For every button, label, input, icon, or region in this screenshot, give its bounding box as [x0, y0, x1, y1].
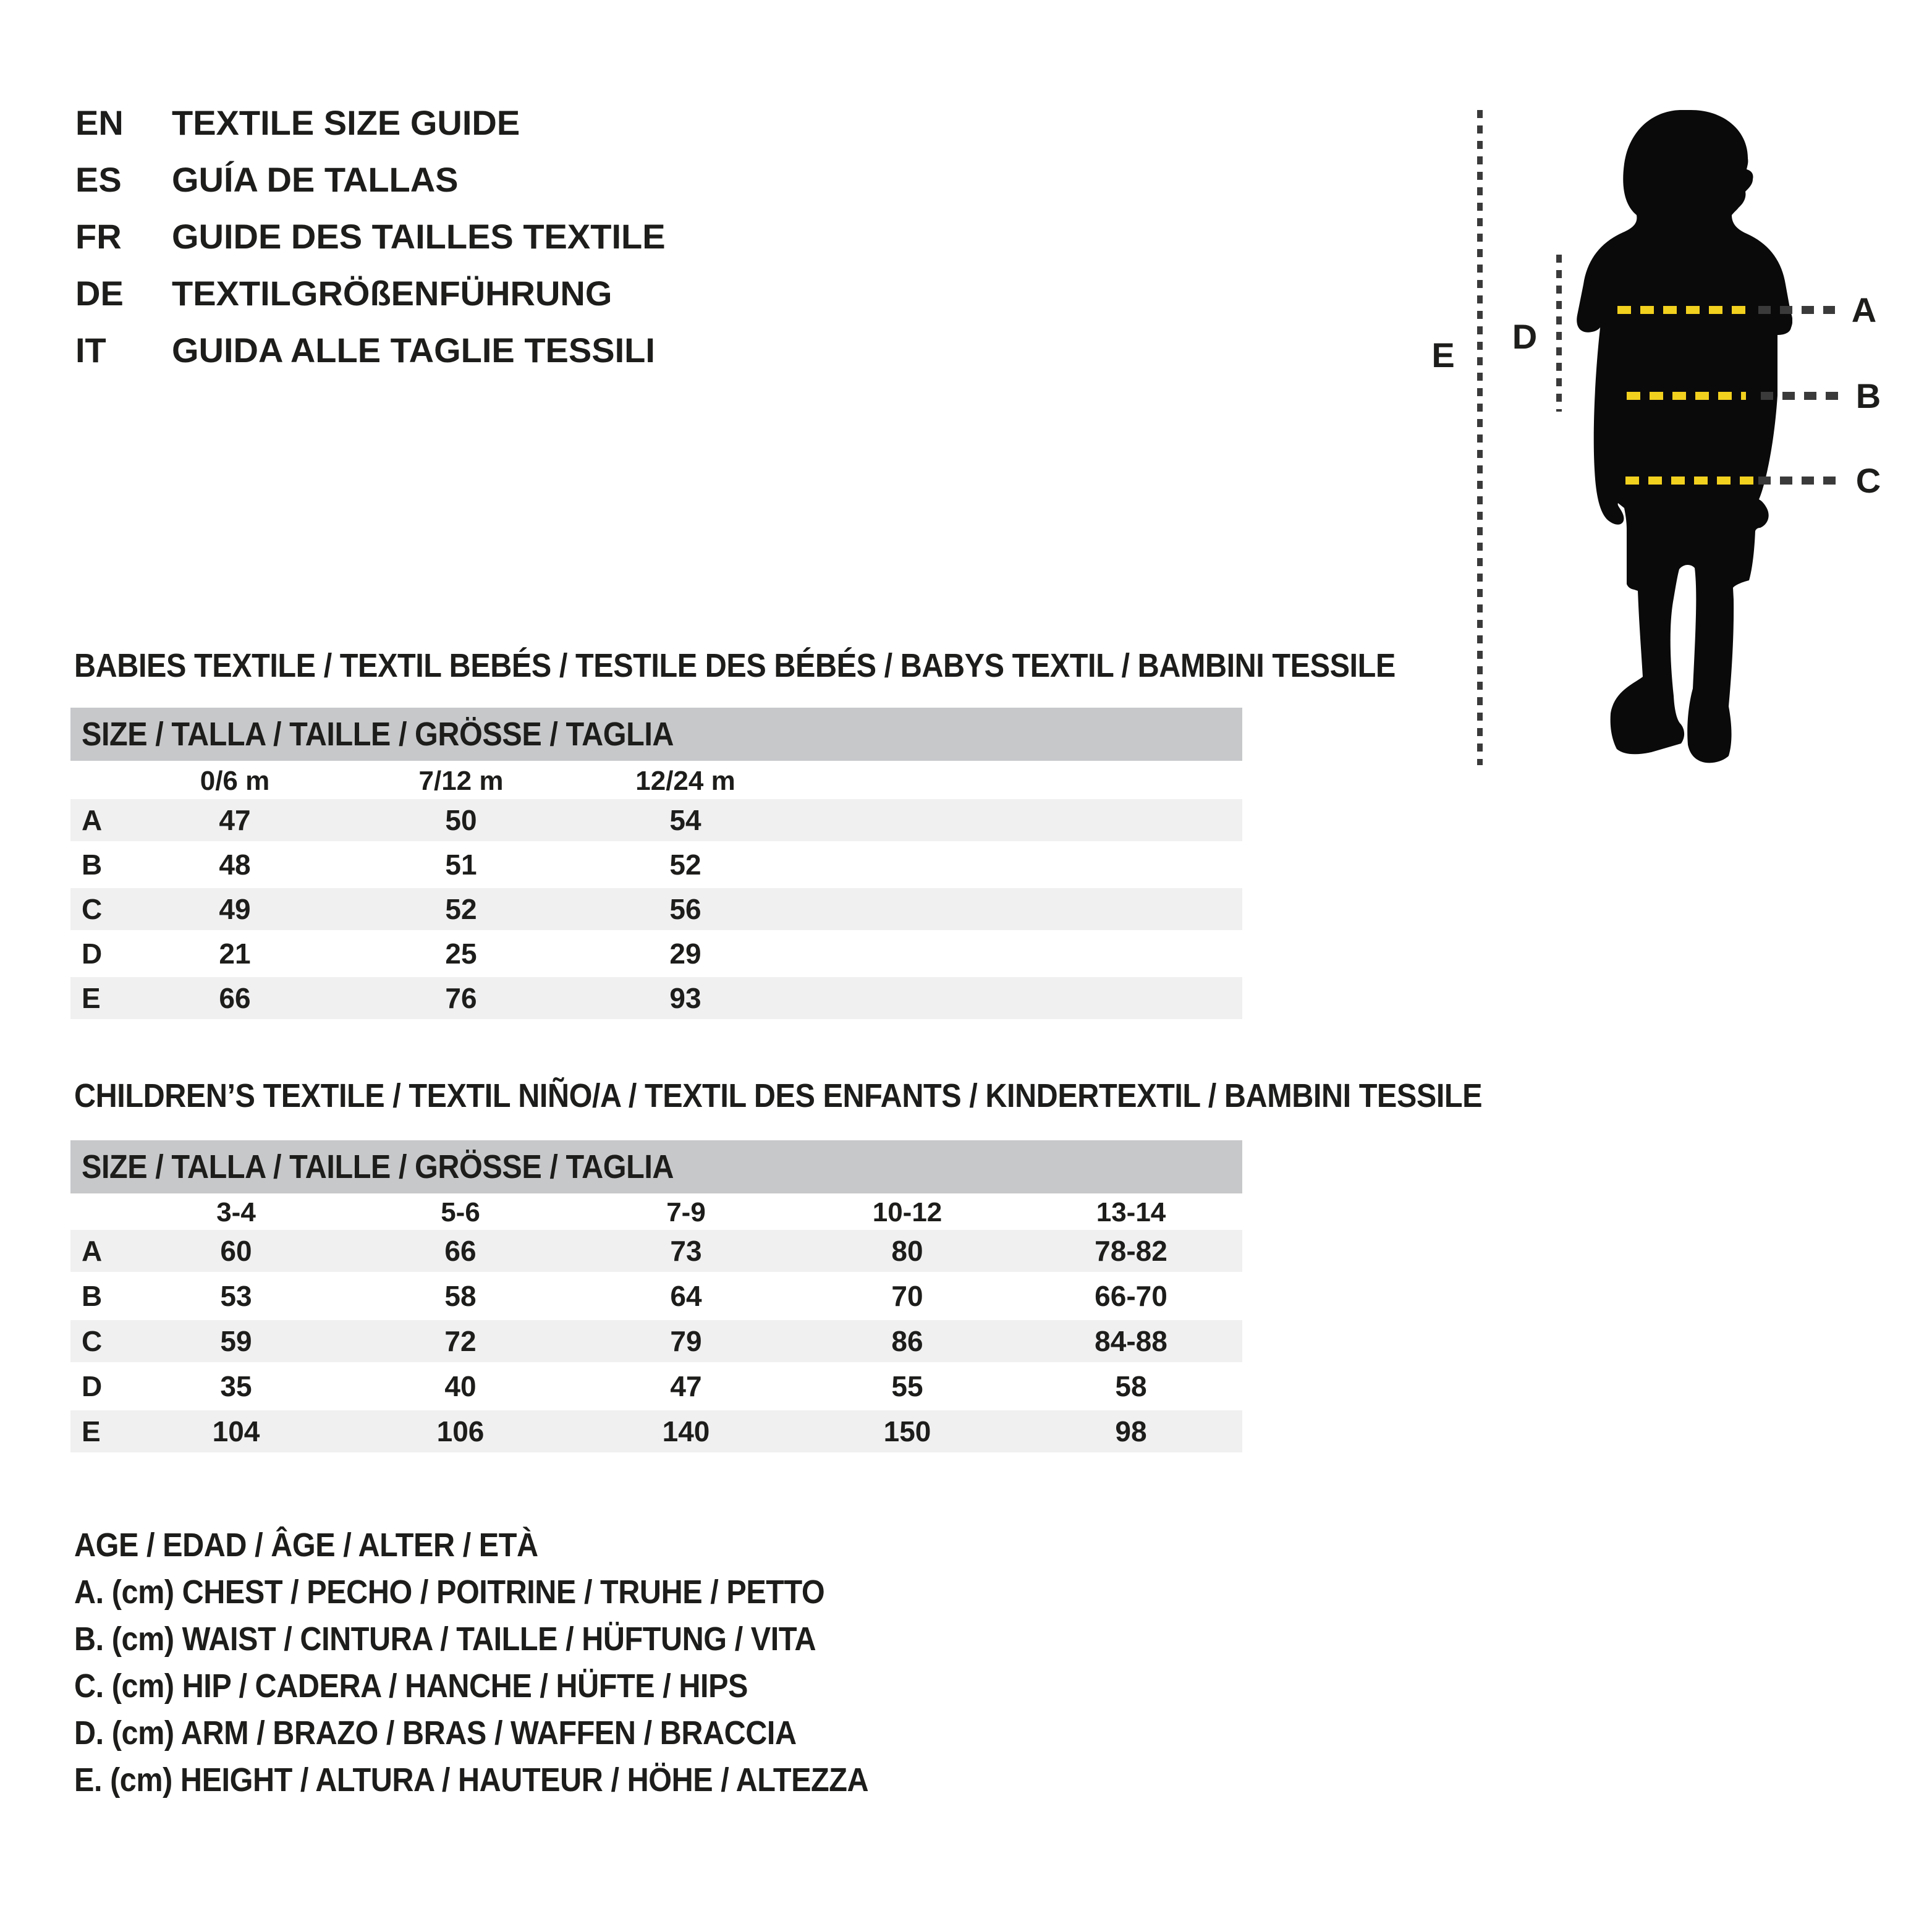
child-silhouette: [1570, 105, 1792, 766]
cell: 52: [445, 893, 477, 925]
language-row-it: [75, 321, 941, 378]
row-label: A: [82, 1235, 103, 1267]
child-silhouette-path: [1577, 110, 1792, 763]
cell: 64: [670, 1280, 702, 1312]
cell: 53: [220, 1280, 252, 1312]
babies-heading: [74, 646, 1542, 685]
chest-line-dark: [1758, 306, 1835, 314]
row-label: A: [82, 804, 103, 836]
hip-line-yellow: [1625, 477, 1755, 485]
children-col-10-12: 10-12: [872, 1197, 943, 1227]
language-row-fr: [75, 208, 941, 265]
legend-age-line: [74, 1522, 1310, 1569]
chest-line-yellow: [1617, 306, 1749, 314]
babies-col-12-24m: 12/24 m: [635, 766, 735, 796]
cell: 59: [220, 1325, 252, 1357]
children-col-13-14: 13-14: [1096, 1197, 1166, 1227]
hip-line-dark: [1758, 477, 1839, 485]
language-title-block: [75, 94, 941, 378]
guide-title-de: TEXTILGRÖßENFÜHRUNG: [172, 273, 612, 313]
children-col-7-9: 7-9: [666, 1197, 706, 1227]
legend-age-text: AGE / EDAD / ÂGE / ALTER / ETÀ: [74, 1527, 538, 1564]
language-row-de: [75, 265, 941, 321]
legend-height-line: [74, 1756, 1310, 1803]
children-col-3-4: 3-4: [216, 1197, 256, 1227]
cell: 66: [444, 1235, 477, 1267]
cell: 80: [891, 1235, 923, 1267]
table-row: [70, 1320, 1242, 1362]
cell: 48: [219, 849, 251, 881]
table-row: [70, 1275, 1242, 1317]
measure-label-B: B: [1855, 376, 1881, 415]
table-row: [70, 799, 1242, 841]
cell: 47: [670, 1370, 702, 1402]
cell: 52: [669, 849, 701, 881]
children-size-header-text: SIZE / TALLA / TAILLE / GRÖSSE / TAGLIA: [82, 1148, 674, 1185]
cell: 86: [891, 1325, 923, 1357]
babies-size-header-bar: [70, 708, 1242, 761]
language-row-en: [75, 94, 941, 151]
babies-col-0-6m: 0/6 m: [200, 766, 270, 796]
row-label: E: [82, 982, 101, 1014]
cell: 50: [445, 804, 477, 836]
measure-label-E: E: [1431, 336, 1455, 375]
cell: 54: [669, 804, 701, 836]
cell: 21: [219, 938, 251, 970]
cell: 106: [436, 1415, 485, 1447]
guide-title-es: GUÍA DE TALLAS: [172, 159, 459, 199]
legend-waist-line: [74, 1616, 1310, 1663]
cell: 76: [445, 982, 477, 1014]
waist-line-dark: [1761, 392, 1839, 400]
cell: 104: [212, 1415, 260, 1447]
cell: 40: [444, 1370, 477, 1402]
cell: 72: [444, 1325, 477, 1357]
table-row: [70, 844, 1242, 886]
row-label: D: [82, 938, 103, 970]
babies-col-7-12m: 7/12 m: [418, 766, 504, 796]
guide-title-fr: GUIDE DES TAILLES TEXTILE: [172, 216, 666, 256]
legend-chest-line: [74, 1569, 1310, 1616]
legend-arm-text: D. (cm) ARM / BRAZO / BRAS / WAFFEN / BRACCIA: [74, 1714, 797, 1752]
cell: 25: [445, 938, 477, 970]
cell: 93: [669, 982, 701, 1014]
table-row: [70, 933, 1242, 975]
measurement-figure: [1403, 93, 1932, 816]
table-row: [70, 888, 1242, 930]
cell: 55: [891, 1370, 923, 1402]
table-row: [70, 1410, 1242, 1452]
legend-hip-line: [74, 1663, 1310, 1710]
cell: 35: [220, 1370, 252, 1402]
cell: 84-88: [1095, 1325, 1167, 1357]
measurement-legend: [74, 1522, 1310, 1803]
language-row-es: [75, 151, 941, 208]
language-code: EN: [75, 103, 124, 142]
measure-label-D: D: [1512, 317, 1538, 356]
table-row: [70, 1230, 1242, 1272]
guide-title-en: TEXTILE SIZE GUIDE: [172, 103, 520, 142]
language-code: DE: [75, 273, 124, 313]
cell: 66: [219, 982, 251, 1014]
cell: 66-70: [1095, 1280, 1167, 1312]
cell: 79: [670, 1325, 702, 1357]
cell: 73: [670, 1235, 702, 1267]
legend-height-text: E. (cm) HEIGHT / ALTURA / HAUTEUR / HÖHE / ALTEZZA: [74, 1761, 869, 1799]
cell: 150: [883, 1415, 931, 1447]
babies-size-header-text: SIZE / TALLA / TAILLE / GRÖSSE / TAGLIA: [82, 716, 674, 753]
table-row: [70, 1365, 1242, 1407]
cell: 58: [1115, 1370, 1147, 1402]
legend-waist-text: B. (cm) WAIST / CINTURA / TAILLE / HÜFTUNG / VITA: [74, 1621, 816, 1658]
language-code: IT: [75, 330, 106, 370]
cell: 140: [662, 1415, 710, 1447]
guide-title-it: GUIDA ALLE TAGLIE TESSILI: [172, 330, 655, 370]
cell: 29: [669, 938, 701, 970]
row-label: D: [82, 1370, 103, 1402]
children-size-header-bar: [70, 1140, 1242, 1193]
cell: 49: [219, 893, 251, 925]
language-code: FR: [75, 216, 122, 256]
cell: 47: [219, 804, 251, 836]
row-label: E: [82, 1415, 101, 1447]
cell: 70: [891, 1280, 923, 1312]
legend-chest-text: A. (cm) CHEST / PECHO / POITRINE / TRUHE / PETTO: [74, 1574, 825, 1611]
waist-line-yellow: [1627, 392, 1746, 400]
babies-heading-text: BABIES TEXTILE / TEXTIL BEBÉS / TESTILE DES BÉBÉS / BABYS TEXTIL / BAMBINI TESSILE: [74, 647, 1396, 684]
arm-measure-line-D: [1556, 255, 1562, 412]
children-col-5-6: 5-6: [441, 1197, 480, 1227]
table-row: [70, 977, 1242, 1019]
cell: 51: [445, 849, 477, 881]
row-label: C: [82, 893, 103, 925]
children-heading-text: CHILDREN’S TEXTILE / TEXTIL NIÑO/A / TEXTIL DES ENFANTS / KINDERTEXTIL / BAMBINI TESSILE: [74, 1077, 1483, 1114]
language-code: ES: [75, 159, 122, 199]
cell: 78-82: [1095, 1235, 1167, 1267]
row-label: B: [82, 1280, 103, 1312]
measure-label-A: A: [1851, 290, 1877, 329]
legend-arm-line: [74, 1710, 1310, 1756]
cell: 58: [444, 1280, 477, 1312]
cell: 98: [1115, 1415, 1147, 1447]
measure-label-C: C: [1855, 461, 1881, 500]
cell: 60: [220, 1235, 252, 1267]
cell: 56: [669, 893, 701, 925]
legend-hip-text: C. (cm) HIP / CADERA / HANCHE / HÜFTE / HIPS: [74, 1667, 748, 1705]
row-label: B: [82, 849, 103, 881]
row-label: C: [82, 1325, 103, 1357]
children-heading: [74, 1077, 1638, 1115]
